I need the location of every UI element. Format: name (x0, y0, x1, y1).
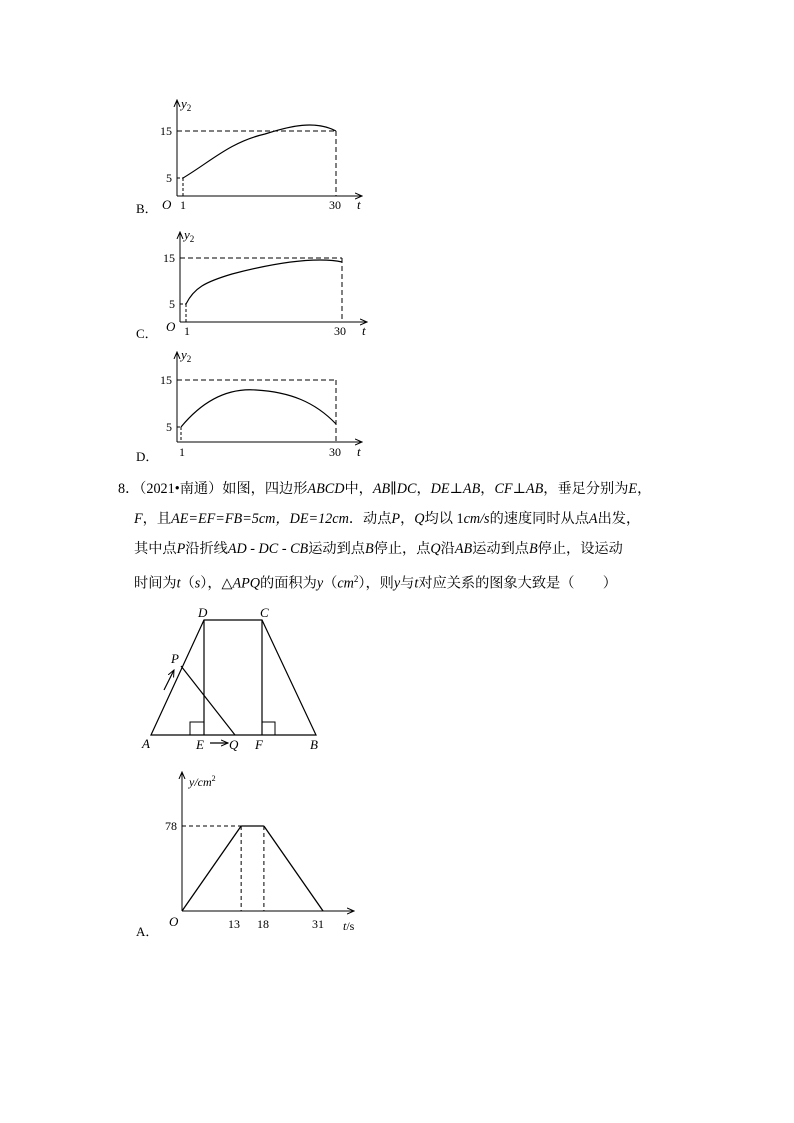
x-axis-label: t (357, 197, 361, 212)
x-tick-13: 13 (228, 917, 240, 931)
option-label: A． (136, 924, 159, 939)
y-tick-15: 15 (160, 124, 172, 138)
y-tick-5: 5 (166, 171, 172, 185)
point-label-e: E (196, 737, 204, 752)
problem-line-3: 其中点P沿折线AD - DC - CB运动到点B停止，点Q沿AB运动到点B停止，设运动 (134, 541, 623, 557)
point-label-d: D (198, 605, 208, 620)
y-axis-label: $y_2$ (181, 347, 192, 364)
point-label-a: A (142, 736, 150, 751)
point-label-q: Q (229, 737, 239, 752)
problem-line-2: F，且AE=EF=FB=5cm，DE=12cm．动点P，Q均以 1cm/s的速度同时从点A出发， (134, 511, 641, 527)
y-tick-5: 5 (169, 297, 175, 311)
x-tick-30: 30 (334, 324, 346, 338)
y-tick-15: 15 (163, 251, 175, 265)
y-axis-label: $y_2$ (181, 96, 192, 113)
y-axis-label: $y/cm^2$ (189, 774, 216, 789)
y-tick-78: 78 (165, 819, 177, 833)
x-tick-1: 1 (180, 198, 186, 212)
x-tick-18: 18 (257, 917, 269, 931)
series-segment-2 (264, 826, 323, 911)
option-label: B． (136, 201, 158, 216)
problem-line-4: 时间为t（s），△APQ的面积为$y(cm^2)$，则y与t对应关系的图象大致是（ ） (134, 574, 617, 592)
origin-label: O (169, 914, 179, 929)
y-axis-label: $y_2$ (184, 227, 195, 244)
x-axis-label: t (357, 444, 361, 459)
origin-label: O (162, 197, 172, 212)
point-label-b: B (310, 737, 318, 752)
origin-label: O (166, 319, 176, 334)
x-axis-label: t/s (343, 919, 355, 933)
y-tick-15: 15 (160, 373, 172, 387)
point-label-p: P (171, 651, 179, 666)
x-axis-label: t (362, 323, 366, 338)
y-tick-5: 5 (166, 420, 172, 434)
problem-line-1: 8．（2021•南通）如图，四边形ABCD中，AB∥DC，DE⊥AB，CF⊥AB，垂足分别为E， (118, 481, 652, 497)
x-tick-1: 1 (184, 324, 190, 338)
x-tick-31: 31 (312, 917, 324, 931)
series-segment-0 (182, 826, 241, 911)
option-label: C． (136, 326, 158, 341)
option-label: D． (136, 449, 159, 464)
x-tick-1: 1 (179, 445, 185, 459)
x-tick-30: 30 (329, 445, 341, 459)
point-label-f: F (255, 737, 263, 752)
x-tick-30: 30 (329, 198, 341, 212)
point-label-c: C (260, 605, 269, 620)
